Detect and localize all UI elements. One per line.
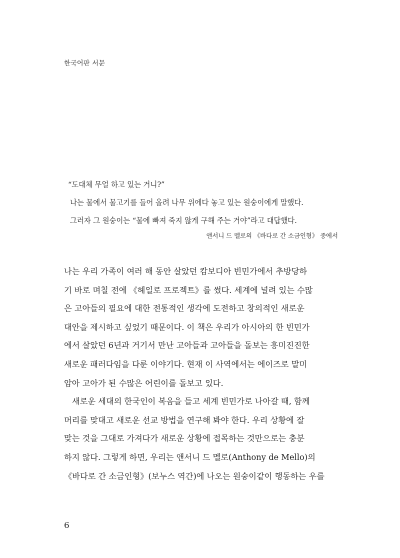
body-line: 암아 고아가 된 수많은 어린이를 돌보고 있다. — [64, 377, 224, 388]
body-line: 하지 않다. 그렇게 하면, 우리는 앤서니 드 멜로(Anthony de Mello)의 — [64, 451, 316, 462]
body-line: 맞는 것을 그대로 가져다가 새로운 상황에 접목하는 것만으로는 충분 — [64, 433, 305, 444]
page-number: 6 — [64, 521, 70, 531]
body-line: 나는 우리 가족이 여러 해 동안 살았던 캄보디아 빈민가에서 추방당하 — [64, 266, 308, 276]
body-line: 새로운 세대의 한국인이 복음을 들고 세계 빈민가로 나아갈 때, 함께 — [72, 396, 310, 407]
body-line: 기 바로 며칠 전에 《헤일로 프로젝트》를 썼다. 세계에 널려 있는 수많 — [64, 284, 313, 295]
epigraph-line: 그러자 그 원숭이는 “물에 빠져 죽지 않게 구해 주는 거야”라고 대답했다. — [70, 216, 297, 225]
running-head: 한국어판 서문 — [64, 59, 106, 67]
epigraph-line: “도대체 무얼 하고 있는 거니?” — [68, 180, 165, 189]
body-line: 머리를 맞대고 새로운 선교 방법을 연구해 봐야 한다. 우리 상황에 잘 — [64, 414, 305, 425]
body-line: 에서 살았던 6년과 거기서 만난 고아들과 고아들을 돌보는 흥미진진한 — [64, 340, 310, 351]
body-text — [64, 262, 338, 485]
epigraph — [68, 176, 338, 244]
body-line: 《바다로 간 소금인형》(보누스 역간)에 나오는 원숭이같이 행동하는 우를 — [64, 470, 325, 481]
body-line: 새로운 패러다임을 다룬 이야기다. 현재 이 사역에서는 에이즈로 말미 — [64, 358, 308, 369]
body-line: 대안을 제시하고 싶었기 때문이다. 이 책은 우리가 아시아의 한 빈민가 — [64, 321, 310, 332]
body-line: 은 고아들의 필요에 대한 전통적인 생각에 도전하고 창의적인 새로운 — [64, 303, 305, 314]
epigraph-source: 앤서니 드 멜로의 《바다로 간 소금인형》 중에서 — [206, 233, 338, 240]
epigraph-line: 나는 물에서 물고기를 들어 올려 나무 위에다 놓고 있는 원숭이에게 말했다. — [70, 198, 304, 207]
